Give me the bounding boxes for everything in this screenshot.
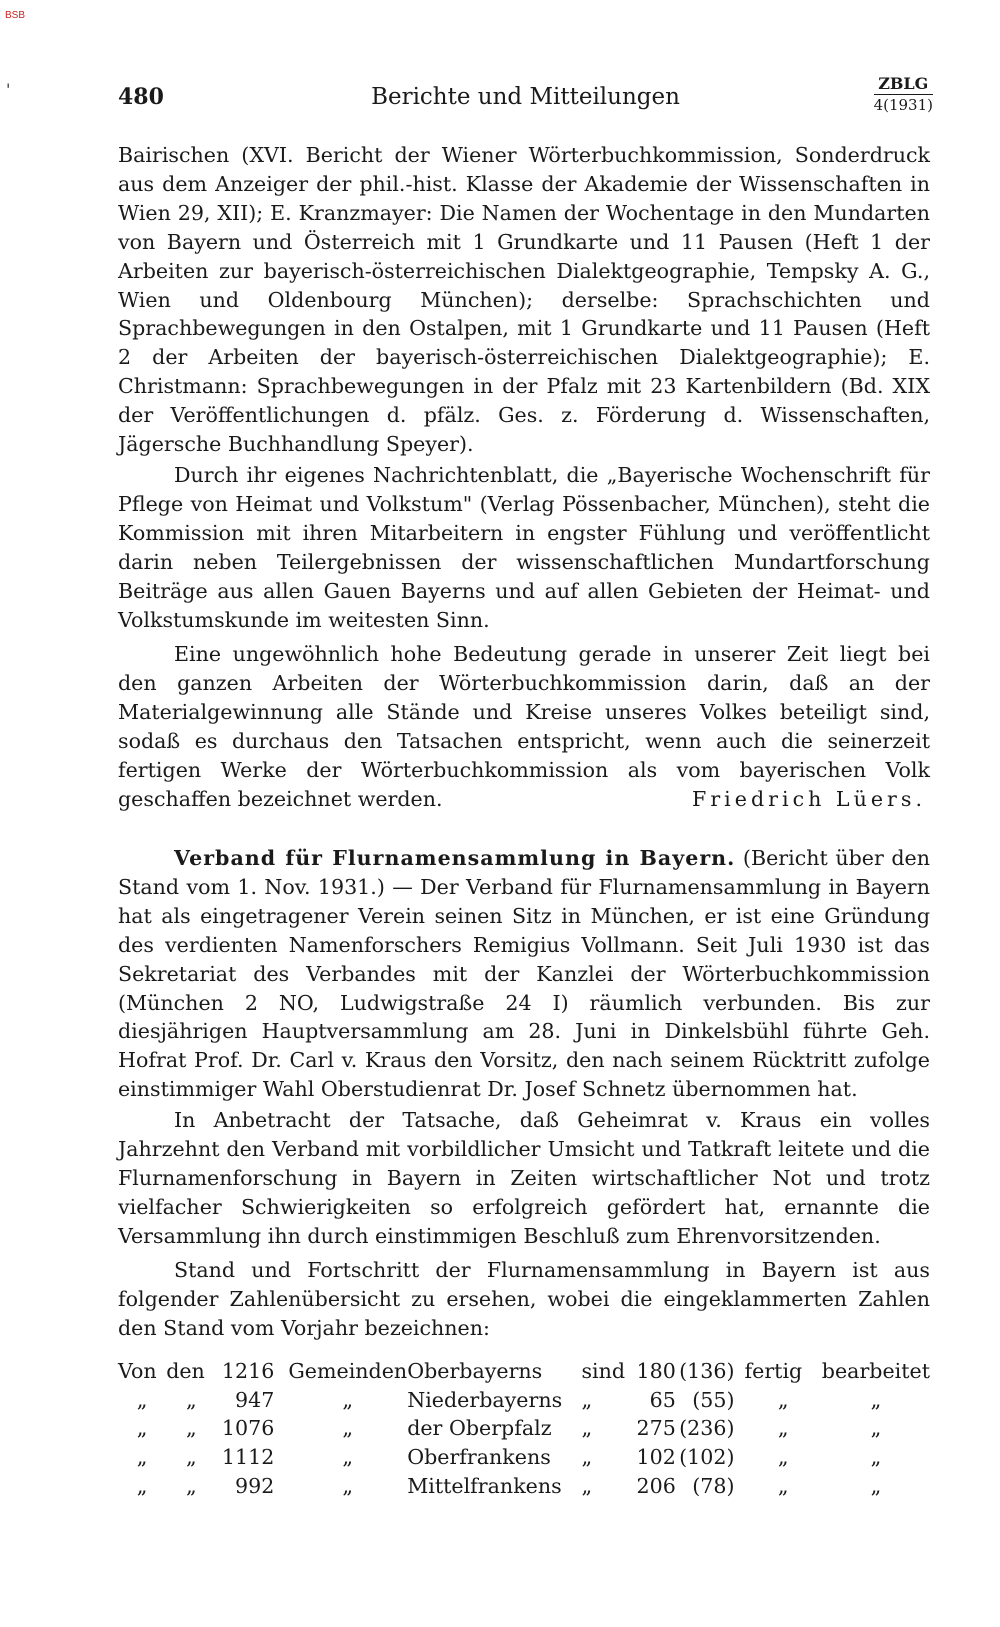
cell-ditto: „ (777, 1416, 789, 1441)
cell-ditto: „ (136, 1473, 148, 1498)
paragraph-bedeutung-text: Eine ungewöhnlich hohe Bedeutung gerade in unserer Zeit liegt bei den ganzen Arbeiten der Wörterbuchkommission darin, daß an der Materialgewinnung alle Stände und Kreise unseres Volkes beteiligt sind, sodaß es durchaus den Tatsachen entspricht, wenn auch die seinerzeit fertigen Werke der Wörterbuchkommission als vom bayerischen Volk geschaffen bezeichnet werden. (118, 642, 930, 811)
cell-ditto: „ (870, 1445, 882, 1470)
cell-done: 180 (636, 1359, 676, 1384)
cell-total: 992 (235, 1473, 275, 1498)
cell-total: 947 (235, 1387, 275, 1412)
cell-previous: (55) (692, 1387, 735, 1412)
table-row (118, 1414, 930, 1443)
cell-ditto: „ (342, 1416, 354, 1441)
cell-previous: (136) (679, 1359, 735, 1384)
cell-done: 102 (636, 1445, 676, 1470)
paragraph-flurnamen-text: (Bericht über den Stand vom 1. Nov. 1931.) — Der Verband für Flurnamensammlung in Bayern hat als eingetragener Verein seinen Sitz in München, er ist eine Gründung des verdienten Namenforschers Remigius Vollmann. Seit Juli 1930 ist das Sekretariat des Verbandes mit der Kanzlei der Wörterbuchkommission (München 2 NO, Ludwigstraße 24 I) räumlich verbunden. Bis zur diesjährigen Hauptversammlung am 28. Juni in Dinkelsbühl führte Geh. Hofrat Prof. Dr. Carl v. Kraus den Vorsitz, den nach seinem Rücktritt zufolge einstimmiger Wahl Oberstudienrat Dr. Josef Schnetz übernommen hat. (118, 846, 931, 1102)
cell-gemeinden: Gemeinden (288, 1359, 408, 1384)
cell-total: 1112 (221, 1445, 275, 1470)
cell-fertig: fertig (744, 1359, 803, 1384)
signature-line (118, 785, 930, 814)
cell-region: Mittelfrankens (407, 1473, 562, 1498)
cell-ditto: „ (870, 1416, 882, 1441)
paragraph-zahlenuebersicht: Stand und Fortschritt der Flurnamensammlung in Bayern ist aus folgender Zahlenübersicht zu ersehen, wobei die eingeklammerten Zahlen den Stand vom Vorjahr bezeichnen: (118, 1258, 930, 1340)
cell-ditto: „ (581, 1445, 593, 1470)
table-row (118, 1357, 930, 1386)
cell-ditto: „ (342, 1387, 354, 1412)
paragraph-nachrichtenblatt: Durch ihr eigenes Nachrichtenblatt, die „Bayerische Wochenschrift für Pflege von Heimat und Volkstum" (Verlag Pössenbacher, München), steht die Kommission mit ihren Mitarbeitern in engster Fühlung und veröffentlicht darin neben Teilergebnissen der wissenschaftlichen Mundartforschung Beiträge aus allen Gauen Bayerns und auf allen Gebieten der Heimat- und Volkstumskunde im weitesten Sinn. (118, 463, 930, 632)
paragraph-flurnamen-verband (118, 844, 930, 1104)
running-title: Berichte und Mitteilungen (371, 84, 680, 110)
cell-ditto: „ (581, 1387, 593, 1412)
table-row (118, 1443, 930, 1472)
cell-ditto: „ (777, 1387, 789, 1412)
page-number: 480 (118, 84, 164, 110)
cell-bearbeitet: bearbeitet (821, 1359, 930, 1384)
cell-region: Niederbayerns (407, 1387, 563, 1412)
paragraph-ehrenvorsitz: In Anbetracht der Tatsache, daß Geheimrat v. Kraus ein volles Jahrzehnt den Verband mit vorbildlicher Umsicht und Tatkraft leitete und die Flurnamenforschung in Bayern in Zeiten wirtschaftlicher Not und trotz vielfacher Schwierigkeiten so erfolgreich gefördert hat, ernannte die Versammlung ihn durch einstimmigen Beschluß zum Ehrenvorsitzenden. (118, 1108, 930, 1248)
cell-total: 1076 (221, 1416, 275, 1441)
cell-region: Oberfrankens (407, 1445, 551, 1470)
cell-done: 275 (636, 1416, 676, 1441)
journal-reference (874, 74, 933, 115)
cell-sind: sind (581, 1359, 626, 1384)
cell-previous: (102) (679, 1445, 735, 1470)
cell-ditto: „ (342, 1445, 354, 1470)
cell-region: der Oberpfalz (407, 1416, 552, 1441)
cell-ditto: „ (581, 1473, 593, 1498)
cell-previous: (236) (679, 1416, 735, 1441)
paragraph-bibliography: Bairischen (XVI. Bericht der Wiener Wörterbuchkommission, Sonderdruck aus dem Anzeiger der phil.-hist. Klasse der Akademie der Wissenschaften in Wien 29, XII); E. Kranzmayer: Die Namen der Wochentage in den Mundarten von Bayern und Österreich mit 1 Grundkarte und 11 Pausen (Heft 1 der Arbeiten zur bayerisch-österreichischen Dialektgeographie, Tempsky A. G., Wien und Oldenbourg München); derselbe: Sprachschichten und Sprachbewegungen in den Ostalpen, mit 1 Grundkarte und 11 Pausen (Heft 2 der Arbeiten der bayerisch-österreichischen Dialektgeographie); E. Christmann: Sprachbewegungen in der Pfalz mit 23 Kartenbildern (Bd. XIX der Veröffentlichungen d. pfälz. Ges. z. Förderung d. Wissenschaften, Jägersche Buchhandlung Speyer). (118, 143, 930, 457)
cell-von: Von (118, 1359, 157, 1384)
cell-region: Oberbayerns (407, 1359, 543, 1384)
cell-ditto: „ (870, 1473, 882, 1498)
cell-done: 206 (636, 1473, 676, 1498)
cell-ditto: „ (870, 1387, 882, 1412)
statistics-table (118, 1357, 930, 1500)
cell-ditto: „ (186, 1473, 197, 1498)
cell-ditto: „ (186, 1387, 197, 1412)
cell-previous: (78) (692, 1473, 735, 1498)
margin-mark: ' (6, 80, 11, 99)
cell-done: 65 (649, 1387, 676, 1412)
journal-issue: 4(1931) (873, 96, 933, 114)
page-header (118, 74, 933, 118)
cell-ditto: „ (136, 1387, 148, 1412)
watermark: BSB (5, 10, 26, 21)
table-row (118, 1471, 930, 1500)
cell-ditto: „ (581, 1416, 593, 1441)
cell-ditto: „ (186, 1416, 197, 1441)
cell-ditto: „ (136, 1416, 148, 1441)
cell-ditto: „ (777, 1445, 789, 1470)
cell-total: 1216 (221, 1359, 275, 1384)
cell-den: den (166, 1359, 205, 1384)
table-row (118, 1386, 930, 1415)
author-signature: Friedrich Lüers. (692, 787, 926, 811)
cell-ditto: „ (136, 1445, 148, 1470)
cell-ditto: „ (342, 1473, 354, 1498)
cell-ditto: „ (777, 1473, 789, 1498)
journal-name: ZBLG (874, 74, 933, 95)
cell-ditto: „ (186, 1445, 197, 1470)
section-heading: Verband für Flurnamensammlung in Bayern. (174, 846, 736, 870)
